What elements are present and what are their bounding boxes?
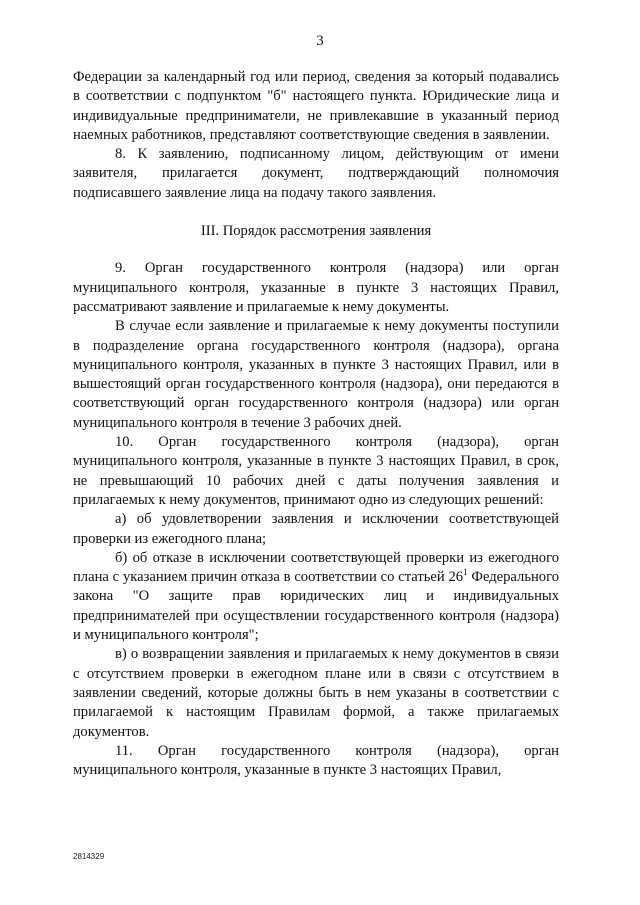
paragraph-10-item-c: в) о возвращении заявления и прилагаемых к нему документов в связи с отсутствием проверки в ежегодном плане или в связи с отсутствием в заявлении сведений, которые должны быть в нем указаны в соответствии с прилагаемой к настоящим Правилам формой, а также прилагаемых документов. — [73, 646, 559, 740]
paragraph-9-case: В случае если заявление и прилагаемые к нему документы поступили в подразделение органа государственного контроля (надзора), органа муниципального контроля, указанных в пункте 3 настоящих Правил, или в вышестоящий орган государственного контроля (надзора), они передаются в соответствующий орган государственного контроля (надзора) или орган муниципального контроля в течение 3 рабочих дней. — [73, 318, 559, 431]
section-heading: III. Порядок рассмотрения заявления — [200, 223, 432, 240]
paragraph-8: 8. К заявлению, подписанному лицом, действующим от имени заявителя, прилагается документ, подтверждающий полномочия подписавшего заявление лица на подачу такого заявления. — [73, 146, 559, 201]
paragraph-10: 10. Орган государственного контроля (надзора), орган муниципального контроля, указанные в пункте 3 настоящих Правил, в срок, не превышающий 10 рабочих дней с даты получения заявления и прилагаемых к нему документов, принимают одно из следующих решений: — [73, 434, 559, 508]
item-b-text-end: Федерального закона "О защите прав юридических лиц и индивидуальных предпринимателей при осуществлении государственного контроля (надзора) и муниципального контроля"; — [73, 569, 560, 644]
page-number: 3 — [316, 33, 324, 49]
article-superscript: 1 — [463, 567, 468, 578]
item-b-text-start: б) об отказе в исключении соответствующей проверки из ежегодного плана с указанием причин отказа в соответствии со статьей 26 — [73, 549, 559, 586]
paragraph-10-item-b — [73, 549, 559, 645]
paragraph-9: 9. Орган государственного контроля (надзора) или орган муниципального контроля, указанные в пункте 3 настоящих Правил, рассматривают заявление и прилагаемые к нему документы. — [73, 260, 559, 315]
document-body — [73, 68, 559, 780]
document-code: 2814329 — [73, 852, 105, 861]
paragraph-continuation: Федерации за календарный год или период, сведения за который подавались в соответствии с подпунктом "б" настоящего пункта. Юридические лица и индивидуальные предприниматели, не привлекавшие в указанный период наемных работников, представляют соответствующие сведения в заявлении. — [73, 69, 559, 143]
paragraph-10-item-a: а) об удовлетворении заявления и исключении соответствующей проверки из ежегодного плана; — [73, 511, 559, 547]
paragraph-11: 11. Орган государственного контроля (надзора), орган муниципального контроля, указанные в пункте 3 настоящих Правил, — [73, 742, 559, 779]
